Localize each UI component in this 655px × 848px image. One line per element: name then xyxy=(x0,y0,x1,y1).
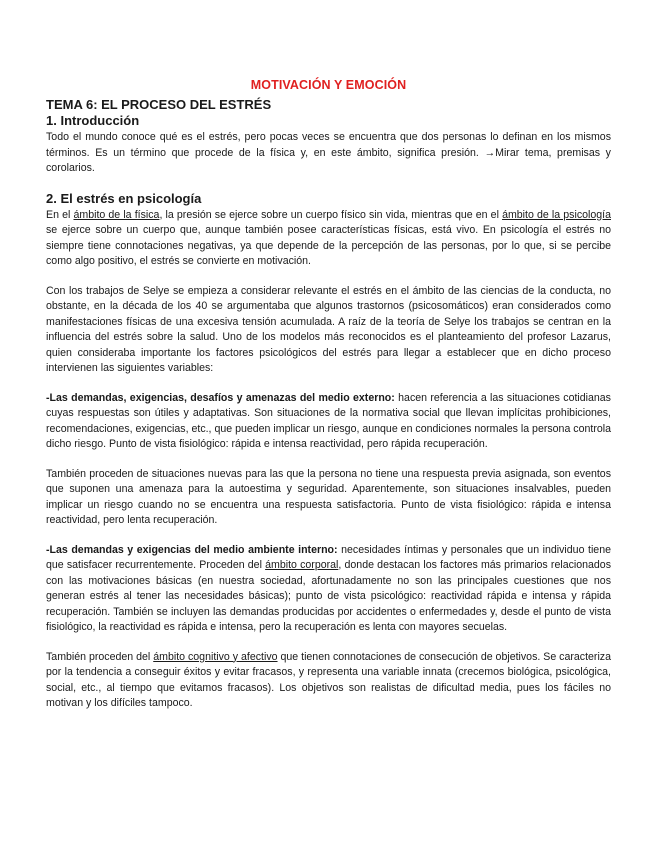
text-run: También proceden del xyxy=(46,650,154,663)
bold-lead: -Las demandas, exigencias, desafíos y amenazas del medio externo: xyxy=(46,391,395,404)
document-title: MOTIVACIÓN Y EMOCIÓN xyxy=(250,78,407,92)
text-run: necesidades íntimas y personales que un individuo tiene que satisfacer recurrentemente. Proceden del xyxy=(46,543,611,571)
underlined-term: ámbito de la psicología xyxy=(502,208,611,221)
topic-title: TEMA 6: EL PROCESO DEL ESTRÉS xyxy=(46,97,272,112)
text-run: hacen referencia a las situaciones cotidianas cuyas respuestas son útiles y adaptativas. Son situaciones de la normativa social que llevan implícitas prohibiciones, recomendaciones, exigencias, etc., que pueden implicar un riesgo, aunque en condiciones normales la persona controla dicho riesgo. Punto de vista fisiológico: rápida e intensa reactividad, pero rápida recuperación. xyxy=(46,391,611,450)
text-run: , donde destacan los factores más primarios relacionados con las motivaciones básicas (en nuestra sociedad, afortunadamente no son las principales cuestiones que nos generan estrés al tener las necesidades básicas); punto de vista psicológico: reactividad rápida e intensa y rápida recuperación. También se incluyen las demandas producidas por accidentes o enfermedades y, desde el punto de vista fisiológico, la reactividad es rápida e intensa, pero la recuperación es lenta con mayores secuelas. xyxy=(46,559,611,633)
text-run: En el xyxy=(46,208,74,221)
section-2-paragraph-6 xyxy=(46,650,611,712)
underlined-term: ámbito de la física xyxy=(73,208,160,221)
section-2-paragraph-1 xyxy=(46,208,611,270)
text-run: que tienen connotaciones de consecución de objetivos. Se caracteriza por la tendencia a conseguir éxitos y evitar fracasos, y representa una variable innata (crecemos biológica, psicológica, social, etc., al tiempo que evitamos fracasos). Los objetivos son realistas de dificultad media, pues los fáciles no motivan y los difíciles tampoco. xyxy=(46,650,611,709)
bold-lead: -Las demandas y exigencias del medio ambiente interno: xyxy=(46,543,338,556)
text-run: , la presión se ejerce sobre un cuerpo físico sin vida, mientras que en el xyxy=(159,208,503,221)
section-1-paragraph xyxy=(46,130,611,177)
section-2-heading: 2. El estrés en psicología xyxy=(46,190,202,206)
section-2-paragraph-3 xyxy=(46,391,611,453)
section-1-heading: 1. Introducción xyxy=(46,113,140,128)
text-run: se ejerce sobre un cuerpo que, aunque también posee características físicas, está vivo. En psicología el estrés no siempre tiene connotaciones negativas, ya que depende de la percepción de las personas, por lo que, si se percibe como algo positivo, el estrés se convierte en motivación. xyxy=(46,224,611,267)
section-2-paragraph-5 xyxy=(46,543,611,636)
section-2-paragraph-2: Con los trabajos de Selye se empieza a considerar relevante el estrés en el ámbito de las ciencias de la conducta, no obstante, en la década de los 40 se argumentaba que algunos trastornos (psicosomáticos) eran considerados como manifestaciones físicas de una excesiva tensión acumulada. A raíz de la teoría de Selye los trabajos se centran en la influencia del estrés sobre la salud. Uno de los modelos más reconocidos es el planteamiento del profesor Lazarus, quien consideraba importante los factores psicológicos del estrés para llegar a establecer que en dicho proceso intervienen las siguientes variables: xyxy=(46,284,611,374)
arrow-icon: → xyxy=(484,146,496,159)
section-2-paragraph-4: También proceden de situaciones nuevas para las que la persona no tiene una respuesta previa asignada, son eventos que suponen una amenaza para la autoestima y seguridad. Aparentemente, son situaciones insalvables, pueden implicar un riesgo cuando no se encuentra una respuesta satisfactoria. Punto de vista fisiológico: rápida e intensa reactividad, pero lenta recuperación. xyxy=(46,467,611,526)
underlined-term: ámbito cognitivo y afectivo xyxy=(153,650,278,663)
intro-note: Mirar tema, premisas y corolarios. xyxy=(46,146,611,174)
intro-text: Todo el mundo conoce qué es el estrés, pero pocas veces se encuentra que dos personas lo definan en los mismos términos. Es un término que procede de la física y, en este ámbito, significa presión. xyxy=(46,131,611,159)
underlined-term: ámbito corporal xyxy=(265,559,339,571)
